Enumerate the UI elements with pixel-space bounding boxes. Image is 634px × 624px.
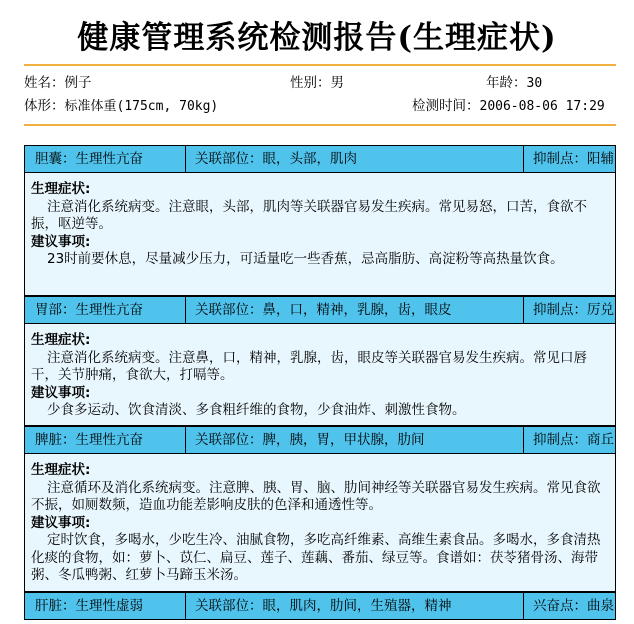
organ-header-spleen [24,426,616,454]
related-parts: 关联部位：鼻，口，精神，乳腺，齿，眼皮 [195,302,452,318]
organ-status: 肝脏：生理性虚弱 [35,598,143,614]
organ-status: 胆囊：生理性亢奋 [35,151,143,167]
related-parts: 关联部位：眼，肌肉，肋间，生殖器，精神 [195,598,452,614]
symptom-label: 生理症状: [31,332,91,348]
organ-status: 胃部：生理性亢奋 [35,302,143,318]
body-type-value: 标准体重(175cm, 70kg) [64,99,219,114]
advice-text: 少食多运动、饮食清淡、多食粗纤维的食物，少食油炸、刺激性食物。 [47,402,466,418]
age-value: 30 [526,76,543,91]
gender-field [290,74,344,92]
advice-label: 建议事项: [31,384,91,401]
name-label: 姓名： [24,75,65,91]
advice-label: 建议事项: [31,514,91,531]
advice-label: 建议事项: [31,233,91,250]
symptom-text: 注意消化系统病变。注意鼻，口，精神，乳腺，齿，眼皮等关联器官易发生疾病。常见口唇干，关节肿痛，食欲大，打嗝等。 [31,349,587,383]
related-parts: 关联部位：脾，胰，胃，甲状腺，肋间 [195,432,425,448]
organ-detail-spleen [24,454,616,592]
symptom-text: 注意消化系统病变。注意眼，头部，肌肉等关联器官易发生疾病。常见易怒，口苦，食欲不振，呕逆等。 [31,198,587,232]
acupoint: 兴奋点：曲泉 [533,598,614,614]
related-parts: 关联部位：眼，头部，肌肉 [195,151,357,167]
name-field [24,74,92,92]
name-value: 例子 [64,75,92,91]
body-type-label: 体形： [24,98,65,114]
body-type-field [24,97,218,116]
check-time-field [412,97,605,116]
title-divider [24,64,616,66]
gender-label: 性别： [290,75,331,91]
age-field [486,74,542,93]
check-time-label: 检测时间： [412,98,480,114]
acupoint: 抑制点：厉兑 [533,302,614,318]
info-divider [24,124,616,126]
organ-header-stomach [24,296,616,324]
age-label: 年龄： [486,75,527,91]
organ-header-gallbladder [24,145,616,173]
acupoint: 抑制点：商丘 [533,432,614,448]
organ-status: 脾脏：生理性亢奋 [35,432,143,448]
organ-header-liver [24,592,616,620]
report-title: 健康管理系统检测报告(生理症状) [77,20,557,56]
symptom-text: 注意循环及消化系统病变。注意脾、胰、胃、脑、肋间神经等关联器官易发生疾病。常见食欲不振，如厕数频，造血功能差影响皮肤的色泽和通透性等。 [31,479,601,513]
check-time-value: 2006-08-06 17:29 [479,99,605,114]
advice-text: 23时前要休息，尽量减少压力，可适量吃一些香蕉，忌高脂肪、高淀粉等高热量饮食。 [47,251,564,267]
advice-text: 定时饮食，多喝水，少吃生冷、油腻食物，多吃高纤维素、高维生素食品。多喝水，多食清热化痰的食物，如：萝卜、苡仁、扁豆、莲子、莲藕、番茄、绿豆等。食谱如：茯苓猪骨汤、海带粥、冬瓜鸭粥、红萝卜马蹄玉米汤。 [31,532,601,583]
organ-detail-stomach [24,324,616,426]
symptom-label: 生理症状: [31,181,91,197]
symptom-label: 生理症状: [31,462,91,478]
acupoint: 抑制点：阳辅 [533,151,614,167]
gender-value: 男 [330,75,344,91]
organ-detail-gallbladder [24,173,616,296]
